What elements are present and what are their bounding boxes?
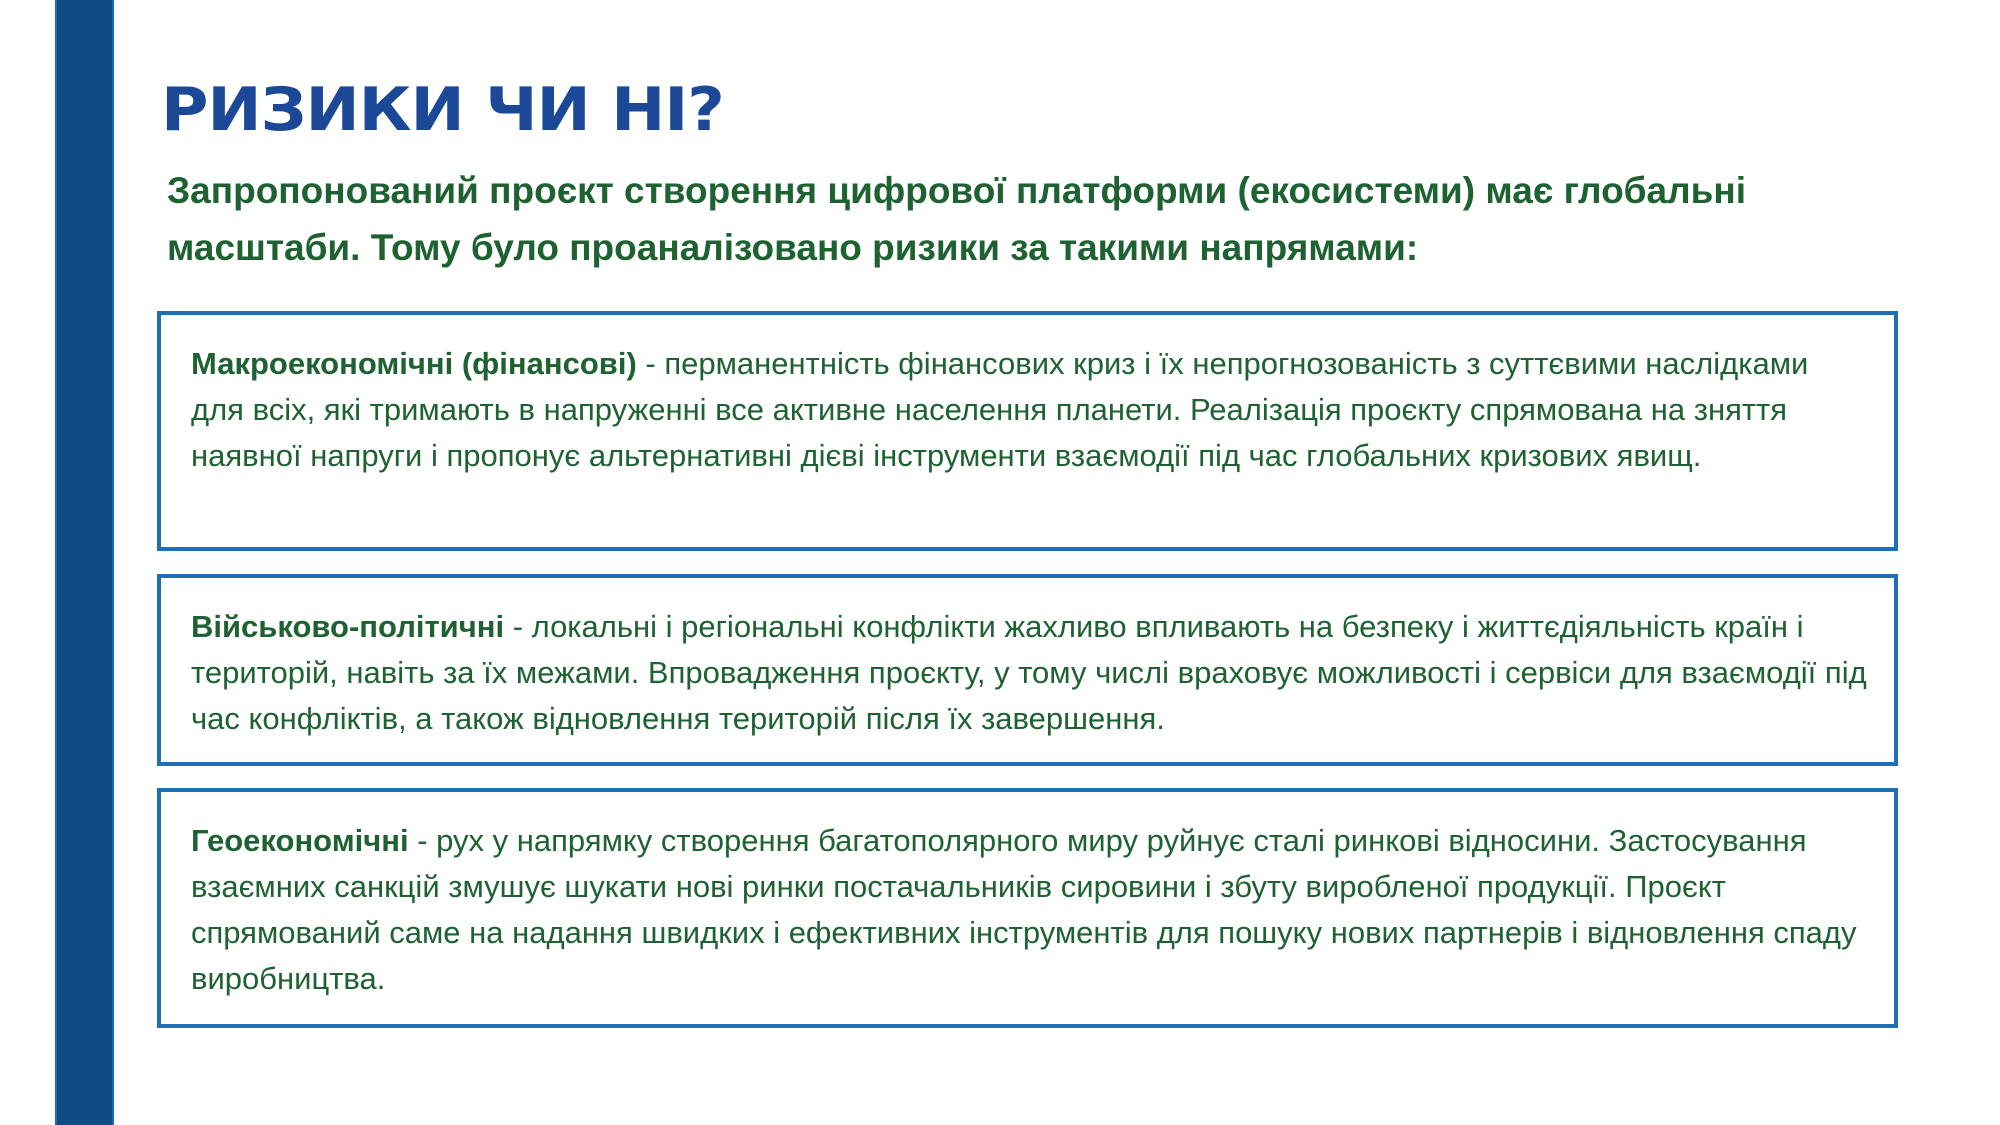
risk-name: Військово-політичні: [191, 609, 505, 644]
risk-name: Геоекономічні: [191, 823, 409, 858]
risk-box-macroeconomic: [157, 311, 1898, 551]
risk-box-military-political: [157, 574, 1898, 766]
risk-description: - перманентність фінансових криз і їх непрогнозованість з суттєвими наслідками для всіх, які тримають в напруженні все активне населення планети. Реалізація проєкту спрямована на зняття наявної напруги і пропонує альтернативні дієві інструменти взаємодії під час глобальних кризових явищ.: [191, 346, 1809, 473]
slide-title: РИЗИКИ ЧИ НІ?: [161, 75, 724, 145]
risk-box-geoeconomic: [157, 788, 1898, 1028]
intro-paragraph: Запропонований проєкт створення цифрової платформи (екосистеми) має глобальні масштаби. Тому було проаналізовано ризики за такими напрямами:: [167, 170, 1746, 268]
side-accent-bar: [55, 0, 114, 1125]
risk-description: - рух у напрямку створення багатополярного миру руйнує сталі ринкові відносини. Застосування взаємних санкцій змушує шукати нові ринки постачальників сировини і збуту виробленої продукції. Проєкт спрямований саме на надання швидких і ефективних інструментів для пошуку нових партнерів і відновлення спаду виробництва.: [191, 823, 1857, 996]
risk-name: Макроекономічні (фінансові): [191, 346, 637, 381]
risk-description: - локальні і регіональні конфлікти жахливо впливають на безпеку і життєдіяльність країн і територій, навіть за їх межами. Впровадження проєкту, у тому числі враховує можливості і сервіси для взаємодії під час конфліктів, а також відновлення територій після їх завершення.: [191, 609, 1867, 736]
